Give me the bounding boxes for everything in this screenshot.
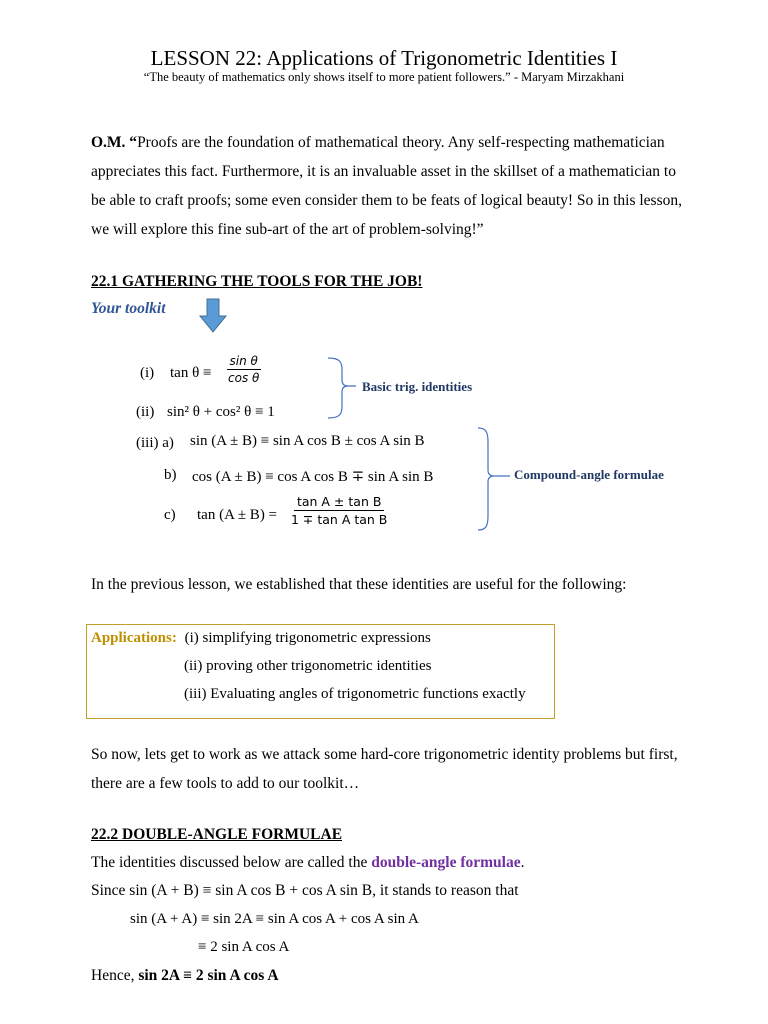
previous-lesson-text: In the previous lesson, we established that these identities are useful for the following:: [91, 576, 627, 593]
identity-iii-c-fraction: [288, 494, 390, 527]
epigraph-quote: “The beauty of mathematics only shows itself to more patient followers.” - Maryam Mirzakhani: [143, 70, 625, 84]
down-arrow-icon: [198, 298, 228, 334]
identity-iii-b-label: b): [164, 467, 177, 483]
lesson-title: LESSON 22: Applications of Trigonometric Identities I: [150, 46, 618, 70]
basic-identities-label: Basic trig. identities: [362, 379, 473, 394]
identity-iii-a-label: (iii) a): [136, 435, 174, 451]
double-angle-term: double-angle formulae: [371, 854, 521, 871]
identity-iii-b-expression: cos (A ± B) ≡ cos A cos B ∓ sin A sin B: [192, 469, 434, 485]
brace-basic-identities: [326, 356, 360, 420]
identity-i-denominator: cos θ: [228, 371, 260, 385]
identity-iii-c-denominator: 1 ∓ tan A tan B: [291, 512, 388, 527]
brace-compound-formulae: [476, 426, 514, 532]
so-now-paragraph: So now, lets get to work as we attack some hard-core trigonometric identity problems but first, there are a few tools to add to our toolkit…: [91, 746, 678, 792]
application-item: (i) simplifying trigonometric expressions: [184, 630, 431, 646]
application-item: (iii) Evaluating angles of trigonometric functions exactly: [184, 686, 526, 702]
identity-ii-expression: sin² θ + cos² θ ≡ 1: [167, 404, 275, 420]
intro-lead: O.M. “: [91, 134, 138, 151]
applications-label: Applications:: [91, 630, 177, 646]
identity-i-numerator: sin θ: [227, 354, 261, 370]
section-heading-22-2: 22.2 DOUBLE-ANGLE FORMULAE: [91, 826, 343, 843]
intro-text: Proofs are the foundation of mathematical theory. Any self-respecting mathematician appreciates this fact. Furthermore, it is an invaluable asset in the skillset of a mathematician to be able to craft proofs; some even consider them to be feats of logical beauty! So in this lesson, we will explore this fine sub-art of the art of problem-solving!”: [91, 134, 682, 238]
identity-i-lhs: tan θ ≡: [170, 365, 212, 381]
section-heading-22-1: 22.1 GATHERING THE TOOLS FOR THE JOB!: [91, 273, 423, 290]
identity-iii-c-label: c): [164, 507, 176, 523]
toolkit-label: Your toolkit: [91, 300, 166, 317]
identity-i-label: (i): [140, 365, 155, 381]
identity-iii-c-numerator: tan A ± tan B: [294, 494, 384, 511]
identity-ii-label: (ii): [136, 404, 155, 420]
identity-iii-a-expression: sin (A ± B) ≡ sin A cos B ± cos A sin B: [190, 433, 425, 449]
intro-paragraph: [91, 128, 691, 244]
derivation-line-1: sin (A + A) ≡ sin 2A ≡ sin A cos A + cos A sin A: [130, 911, 419, 927]
compound-formulae-label: Compound-angle formulae: [514, 467, 664, 482]
identity-i-fraction: [225, 354, 262, 385]
since-statement: Since sin (A + B) ≡ sin A cos B + cos A sin B, it stands to reason that: [91, 882, 519, 899]
identity-iii-c-lhs: tan (A ± B) =: [197, 507, 278, 523]
applications-line-1: [91, 630, 431, 647]
derivation-line-2: ≡ 2 sin A cos A: [198, 939, 290, 955]
application-item: (ii) proving other trigonometric identities: [184, 658, 432, 674]
sin-2a-formula: sin 2A ≡ 2 sin A cos A: [138, 967, 279, 984]
hence-statement: Hence, sin 2A ≡ 2 sin A cos A: [91, 967, 279, 984]
double-angle-intro: The identities discussed below are called the double-angle formulae.: [91, 854, 525, 871]
